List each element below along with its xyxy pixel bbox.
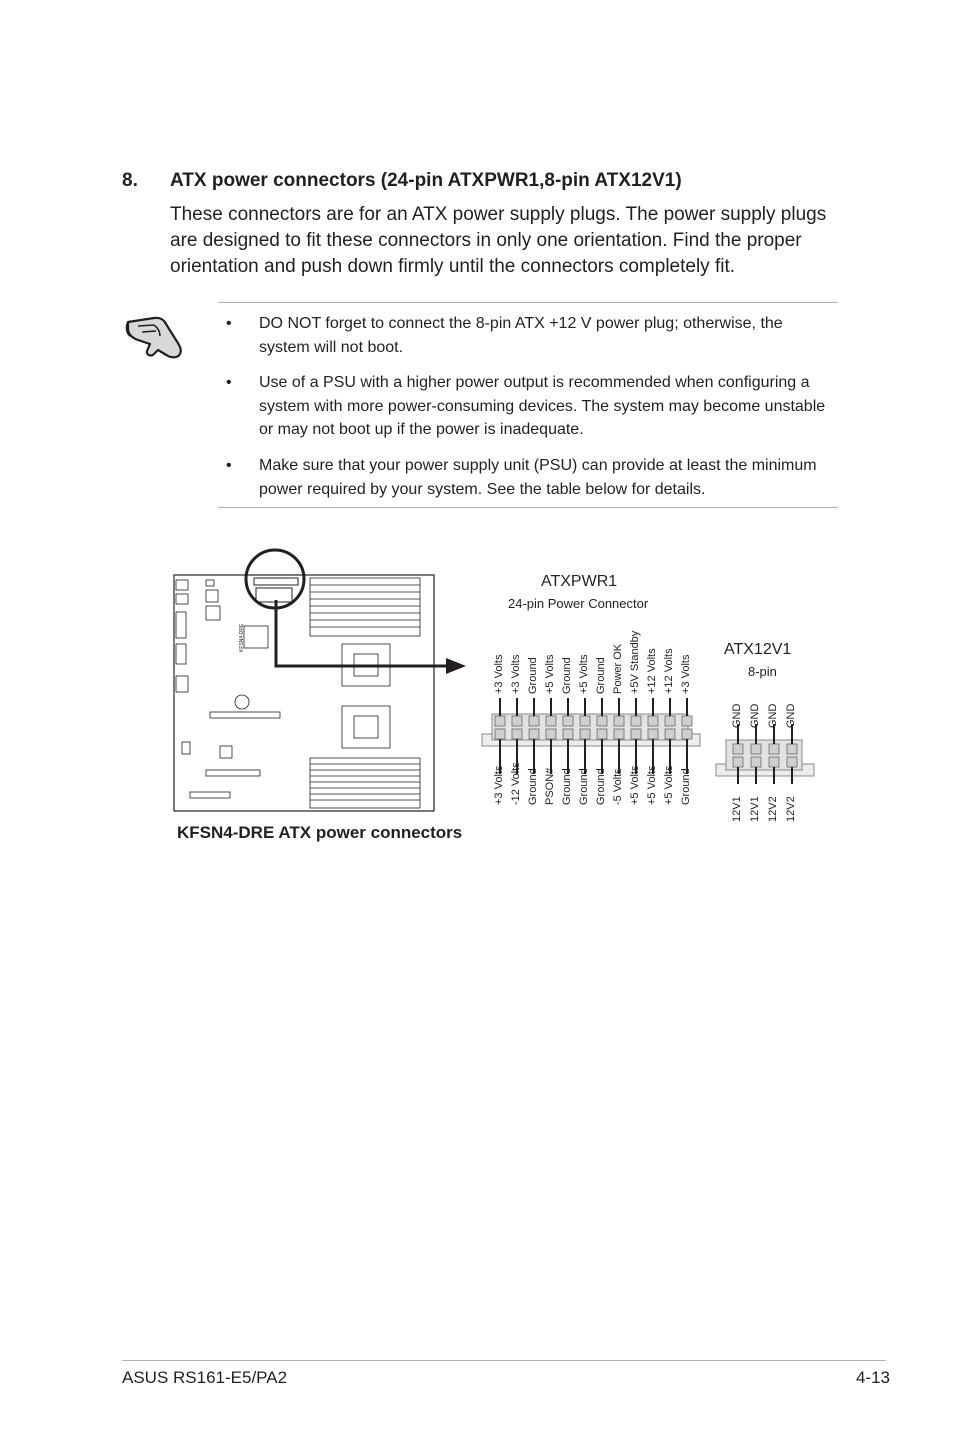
pin [495,729,505,739]
pin [529,716,539,726]
pin-label: +3 Volts [493,654,505,694]
pin-label: +3 Volts [510,654,522,694]
notes-top-rule [218,302,838,303]
pin-label: Ground [578,768,590,805]
bullet: • [226,315,232,332]
pin-label: +5 Volts [578,654,590,694]
pin [751,744,761,754]
pin [733,757,743,767]
pin [631,729,641,739]
pin-label: Ground [595,768,607,805]
pin [529,729,539,739]
pin-label: Ground [527,768,539,805]
pin-label: Power OK [612,643,624,694]
pin [597,716,607,726]
section-title: ATX power connectors (24-pin ATXPWR1,8-pin ATX12V1) [170,170,682,191]
pin [682,716,692,726]
note-text: Use of a PSU with a higher power output is recommended when configuring a system with more power-consuming devices. The system may become unstable or may not boot up if the power is inadequate. [259,374,826,438]
pin-label: +5 Volts [629,765,641,805]
pin-label: GND [749,703,761,728]
pin-label: GND [767,703,779,728]
pin-label: 12V1 [749,796,761,822]
pin-label: +5 Volts [544,654,556,694]
hand-icon [124,310,186,360]
figure-caption: KFSN4-DRE ATX power connectors [177,823,463,842]
pin [563,729,573,739]
notes-bottom-rule [218,507,838,508]
pin-label: Ground [561,657,573,694]
atx12v1-subtitle: 8-pin [748,664,777,679]
pin-label: +3 Volts [493,765,505,805]
section-number: 8. [122,170,138,191]
pin [751,757,761,767]
footer-product: ASUS RS161-E5/PA2 [122,1368,288,1387]
pin [580,716,590,726]
pin [563,716,573,726]
bullet: • [226,457,232,474]
pin [512,729,522,739]
pin-label: -12 Volts [510,762,522,805]
page-number: 4-13 [855,1368,890,1387]
note-text: Make sure that your power supply unit (PSU) can provide at least the minimum power required by your system. See the table below for details. [259,457,817,498]
pin-label: PSON# [544,767,556,805]
pin [495,716,505,726]
pin-label: 12V1 [731,796,743,822]
pin-label: Ground [527,657,539,694]
pin [769,757,779,767]
atx12v1-title: ATX12V1 [724,641,792,658]
pin-label: Ground [561,768,573,805]
pin [580,729,590,739]
pin [546,729,556,739]
pin [648,729,658,739]
pin [682,729,692,739]
pin [597,729,607,739]
pin-label: +5V Standby [629,630,641,694]
pin [512,716,522,726]
pin [733,744,743,754]
pin-label: +5 Volts [663,765,675,805]
pin [614,729,624,739]
pin-label: +3 Volts [680,654,692,694]
atx12v1-connector [712,724,818,784]
board-label: KFSN4-DRE [239,623,245,652]
pin-label: 12V2 [785,796,797,822]
bullet: • [226,374,232,391]
pin-label: Ground [680,768,692,805]
pin-label: 12V2 [767,796,779,822]
pin [665,729,675,739]
pin-label: Ground [595,657,607,694]
pin [769,744,779,754]
pin [787,757,797,767]
footer-rule [122,1360,886,1361]
motherboard-diagram [170,548,470,814]
section-intro: These connectors are for an ATX power supply plugs. The power supply plugs are designed to fit these connectors in only one orientation. Find the proper orientation and push down firmly until the connectors completely fit. [170,204,827,277]
pin-label: GND [785,703,797,728]
atxpwr1-subtitle: 24-pin Power Connector [508,596,649,611]
pin-label: GND [731,703,743,728]
pin [614,716,624,726]
pin-label: +12 Volts [646,648,658,694]
pin [631,716,641,726]
note-text: DO NOT forget to connect the 8-pin ATX +12 V power plug; otherwise, the system will not boot. [259,315,783,356]
pin [546,716,556,726]
pin [787,744,797,754]
atxpwr1-title: ATXPWR1 [541,573,618,590]
pin-label: -5 Volts [612,768,624,805]
pin-label: +12 Volts [663,648,675,694]
pin-label: +5 Volts [646,765,658,805]
pin [665,716,675,726]
pin [648,716,658,726]
